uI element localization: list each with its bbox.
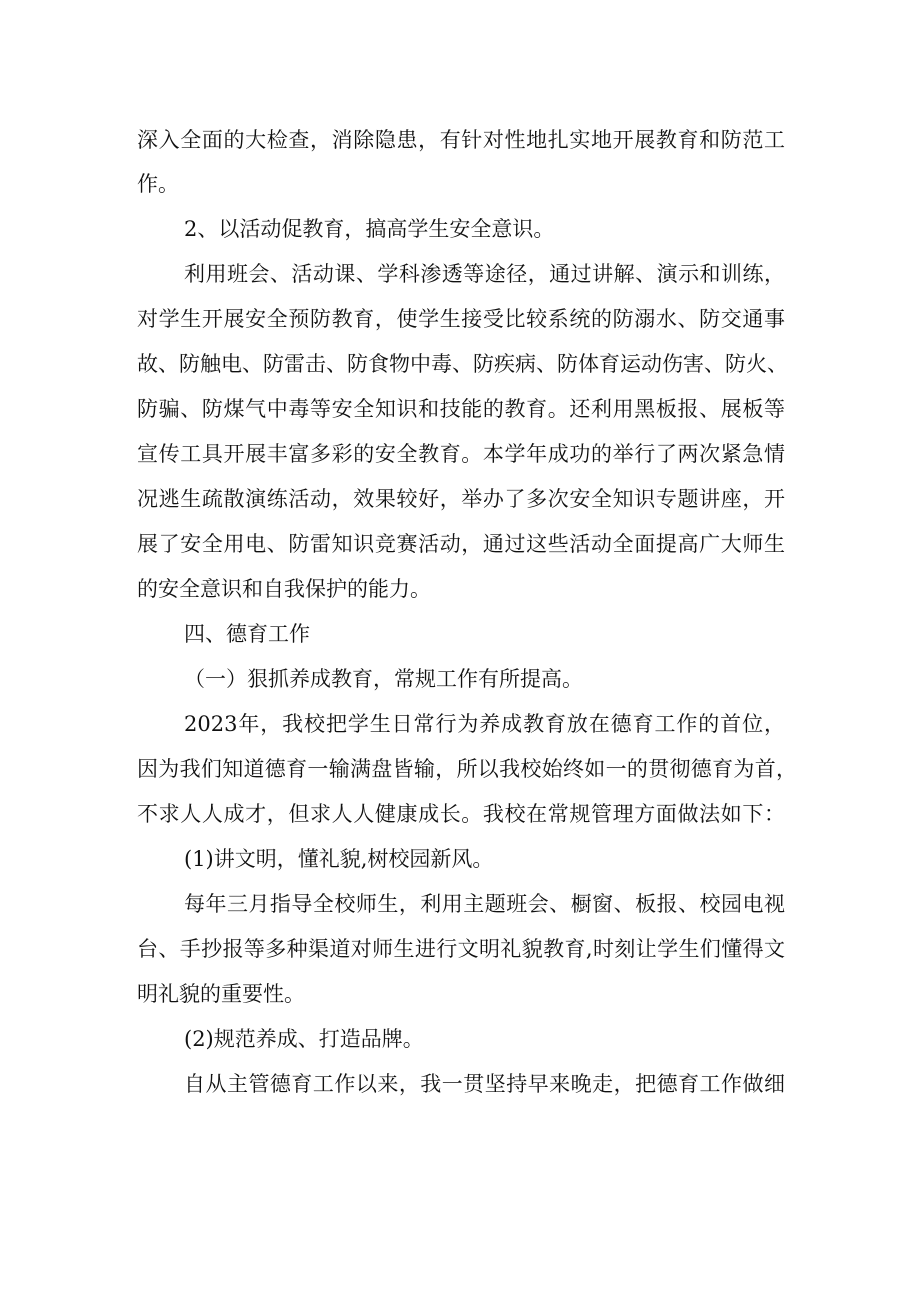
paragraph-line: 利用班会、活动课、学科渗透等途径，通过讲解、演示和训练， — [184, 262, 785, 286]
paragraph-line: 况逃生疏散演练活动，效果较好，举办了多次安全知识专题讲座，开 — [137, 487, 785, 511]
paragraph-line: 因为我们知道德育一输满盘皆输，所以我校始终如一的贯彻德育为首， — [137, 757, 797, 781]
item-heading: (2)规范养成、打造品牌。 — [184, 1027, 424, 1051]
paragraph-line: 自从主管德育工作以来，我一贯坚持早来晚走，把德育工作做细 — [184, 1072, 785, 1096]
paragraph-line: 作。 — [137, 172, 179, 196]
paragraph-line: 对学生开展安全预防教育，使学生接受比较系统的防溺水、防交通事 — [137, 307, 785, 331]
paragraph-line: 展了安全用电、防雷知识竞赛活动，通过这些活动全面提高广大师生 — [137, 532, 785, 556]
paragraph-line: 每年三月指导全校师生，利用主题班会、橱窗、板报、校园电视 — [184, 892, 785, 916]
paragraph-line: 宣传工具开展丰富多彩的安全教育。本学年成功的举行了两次紧急情 — [137, 442, 785, 466]
paragraph-line: 防骗、防煤气中毒等安全知识和技能的教育。还利用黑板报、展板等 — [137, 397, 785, 421]
paragraph-line: 故、防触电、防雷击、防食物中毒、防疾病、防体育运动伤害、防火、 — [137, 352, 788, 376]
paragraph-line: 不求人人成才，但求人人健康成长。我校在常规管理方面做法如下： — [137, 802, 785, 826]
item-heading: (1)讲文明，懂礼貌,树校园新风。 — [184, 847, 494, 871]
paragraph-line: 2023年，我校把学生日常行为养成教育放在德育工作的首位， — [184, 712, 785, 736]
paragraph-line: 深入全面的大检查，消除隐患，有针对性地扎实地开展教育和防范工 — [137, 128, 785, 152]
section-heading: 四、德育工作 — [184, 622, 310, 646]
paragraph-line: 的安全意识和自我保护的能力。 — [137, 577, 431, 601]
subsection-heading: （一）狠抓养成教育，常规工作有所提高。 — [184, 667, 583, 691]
paragraph-line: 台、手抄报等多种渠道对师生进行文明礼貌教育,时刻让学生们懂得文 — [137, 937, 785, 961]
section-heading: 2、以活动促教育，搞高学生安全意识。 — [184, 217, 555, 241]
paragraph-line: 明礼貌的重要性。 — [137, 982, 305, 1006]
